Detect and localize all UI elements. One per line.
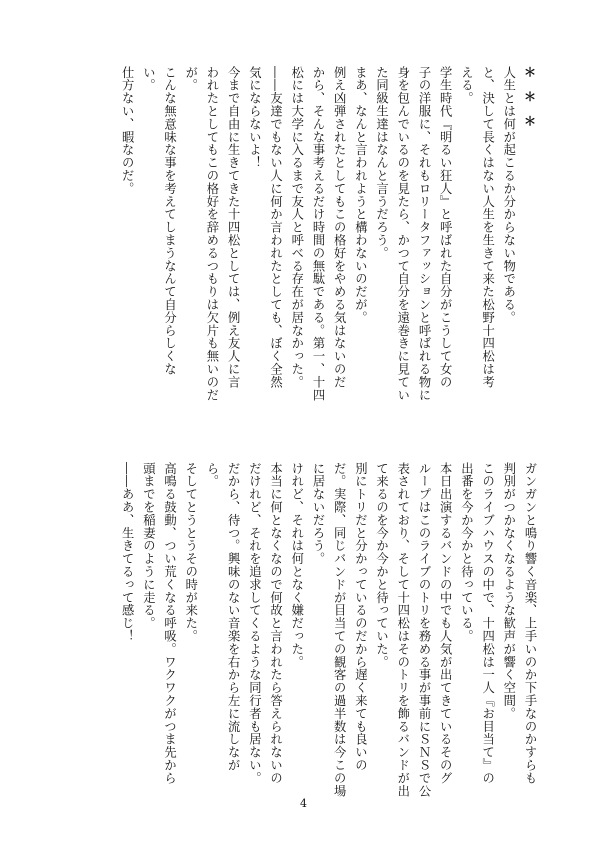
text-line: 子の洋服に、それもロリータファッションと呼ばれる物に (416, 66, 431, 402)
text-line: える。 (459, 66, 474, 105)
text-line: と、決して長くはない人生を生きて来た松野十四松は考 (480, 66, 495, 389)
text-line: そしてとうとうその時が来た。 (183, 462, 198, 643)
text-line: 出番を今か今かと待っている。 (459, 462, 474, 643)
text-line: われたとしてもこの格好を辞めるつもりは欠片も無いのだ (204, 66, 219, 402)
text-line: 表されており、そして十四松はそのトリを飾るバンドが出 (395, 462, 410, 798)
text-line: 判別がつかなくなるような歓声が響く空間。 (501, 462, 516, 720)
text-line: い。 (141, 66, 156, 92)
scene-break: ＊＊＊ (522, 66, 537, 139)
text-line: 頭までを稲妻のように走る。 (141, 462, 156, 630)
text-line: て来るのを今か今かと待っていた。 (374, 462, 389, 669)
text-line: だけれど、それを追求してくるような同行者も居ない。 (247, 462, 262, 785)
lower-text-block (116, 462, 540, 839)
text-line: が。 (183, 66, 198, 92)
text-line: た同級生達はなんと言うだろう。 (374, 66, 389, 260)
text-line: 別にトリだと分かっているのだから遅く来ても良いの (353, 462, 368, 772)
text-line: 松には大学に入るまで友人と呼べる存在が居なかった。 (289, 66, 304, 389)
text-line: 今まで自由に生きてきた十四松としては、例え友人に言 (226, 66, 241, 389)
page-number: 4 (300, 797, 307, 810)
text-line: まあ、なんと言われようと構わないのだが。 (353, 66, 368, 324)
text-line: ――友達でもない人に何か言われたとしても、ぼく全然 (268, 66, 283, 389)
text-line: こんな無意味な事を考えてしまうなんて自分らしくな (162, 66, 177, 376)
upper-text-block (116, 66, 540, 443)
text-line: に居ないだろう。 (310, 462, 325, 566)
text-line: 学生時代『明るい狂人』と呼ばれた自分がこうして女の (438, 66, 453, 389)
text-line: だから、待つ。興味のない音楽を右から左に流しなが (226, 462, 241, 772)
text-line: ら。 (204, 462, 219, 488)
text-line: 例え凶弾されたとしてもこの格好をやめる気はないのだ (332, 66, 347, 389)
text-line: 本日出演するバンドの中でも人気が出てきているそのグ (438, 462, 453, 785)
text-line: だ。実際、同じバンドが目当ての観客の過半数は今この場 (332, 462, 347, 798)
text-line: 高鳴る鼓動、つい荒くなる呼吸。ワクワクがつま先から (162, 462, 177, 785)
text-line: 本当に何となくなので何故と言われたら答えられないの (268, 462, 283, 785)
text-line: から、そんな事考えるだけ時間の無駄である。第一、十四 (310, 66, 325, 402)
text-line: 人生とは何が起こるか分からない物である。 (501, 66, 516, 324)
text-line: 仕方ない、暇なのだ。 (120, 66, 135, 195)
text-line: ループはこのライブのトリを務める事が事前にＳＮＳで公 (416, 462, 431, 798)
text-line: けれど、それは何となく嫌だった。 (289, 462, 304, 669)
text-line: このライブハウスの中で、十四松は一人『お目当て』の (480, 462, 495, 785)
text-line: 気にならないよ！ (247, 66, 262, 170)
text-line: ――ああ、生きてるって感じ！ (120, 462, 135, 643)
text-line: 身を包んでいるのを見たら、かつて自分を遠巻きに見てい (395, 66, 410, 402)
text-line: ガンガンと鳴り響く音楽、上手いのか下手なのかすらも (523, 462, 537, 785)
